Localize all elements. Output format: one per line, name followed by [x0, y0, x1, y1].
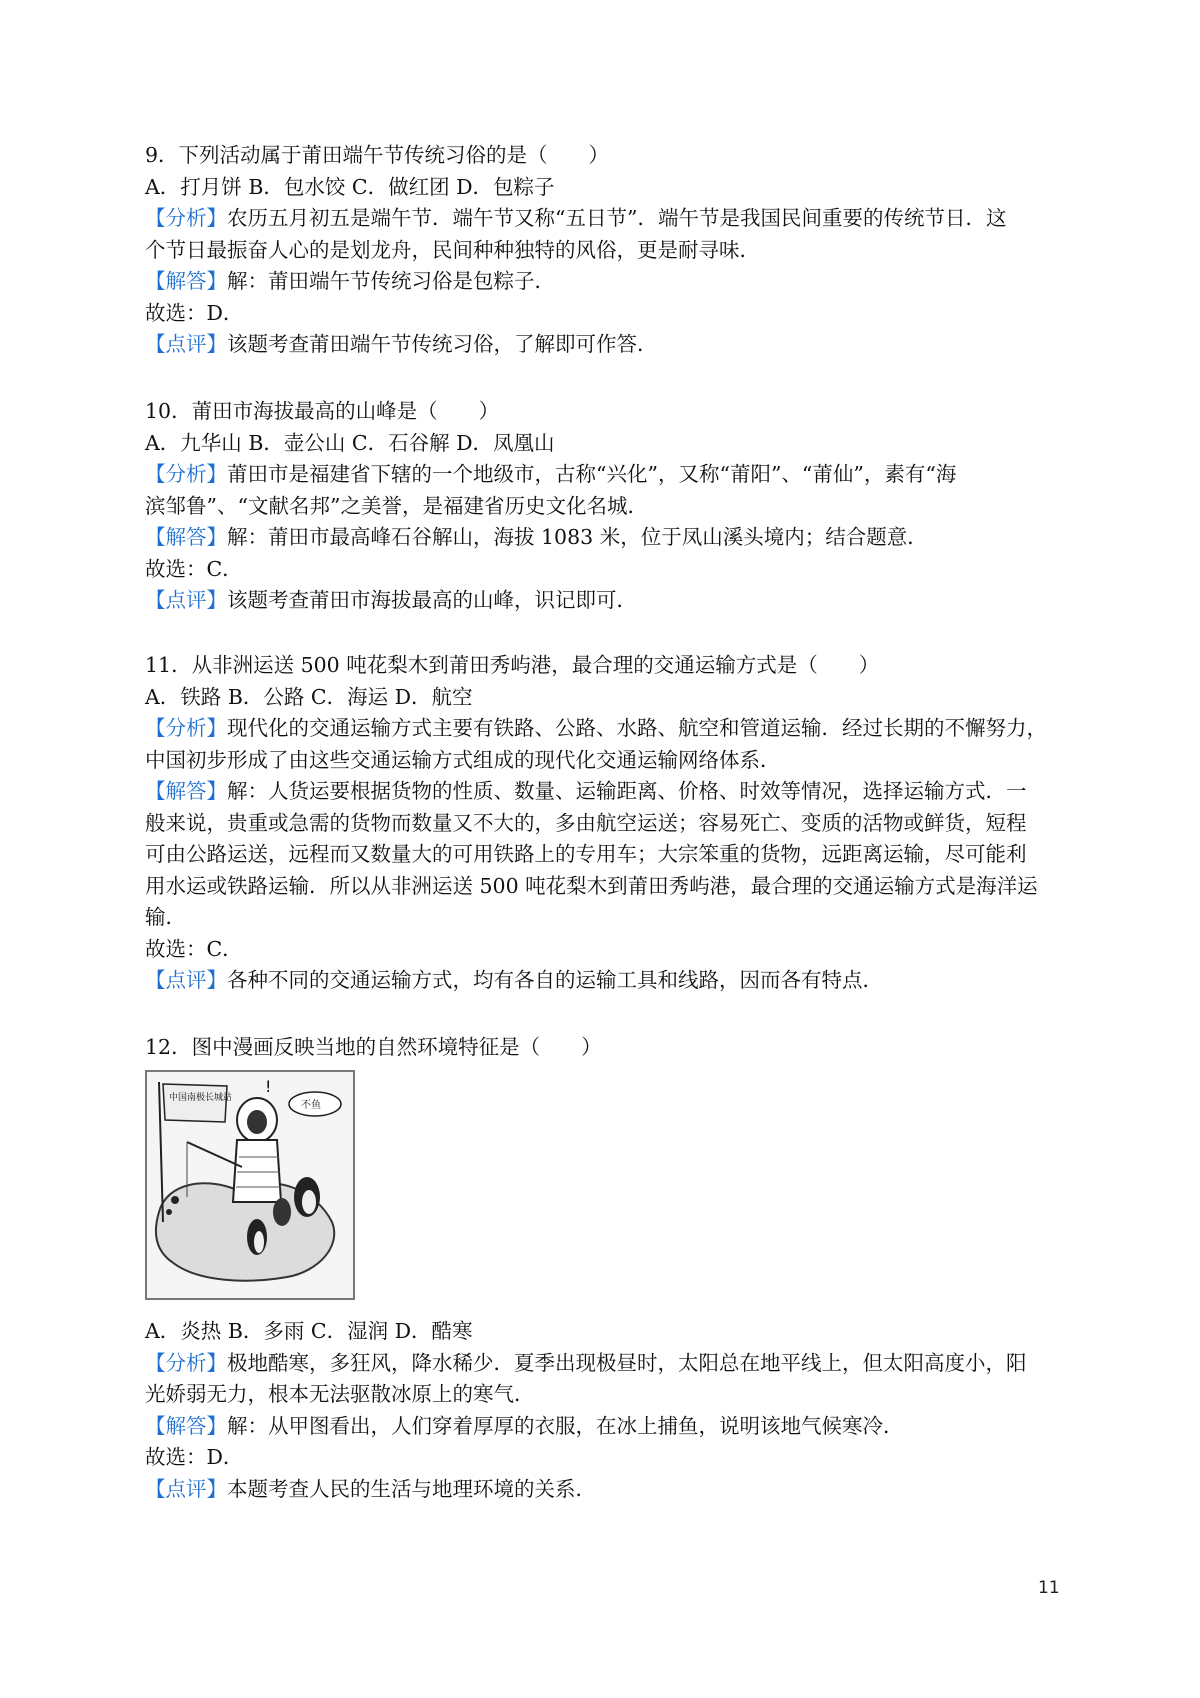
fisherman-face: [247, 1110, 267, 1134]
question-9: [145, 140, 1065, 361]
answer-tag: 【解答】: [145, 779, 227, 803]
question-stem: 12．图中漫画反映当地的自然环境特征是（ ）: [145, 1035, 602, 1059]
comment-line: 【点评】各种不同的交通运输方式，均有各自的运输工具和线路，因而各有特点．: [145, 968, 883, 992]
flag: [163, 1084, 227, 1122]
analysis-line: 【分析】莆田市是福建省下辖的一个地级市，古称“兴化”，又称“莆阳”、“莆仙”，素有“海: [145, 462, 957, 486]
analysis-line: 光娇弱无力，根本无法驱散冰原上的寒气．: [145, 1382, 535, 1406]
question-12-body: [145, 1316, 1065, 1505]
analysis-tag: 【分析】: [145, 1350, 227, 1375]
analysis-line: 【分析】现代化的交通运输方式主要有铁路、公路、水路、航空和管道运输．经过长期的不懈努力，: [145, 716, 1047, 740]
fishing-rod: [187, 1142, 242, 1167]
comment-line: 【点评】本题考查人民的生活与地理环境的关系．: [145, 1476, 596, 1501]
analysis-line: 【分析】农历五月初五是端午节．端午节又称“五日节”．端午节是我国民间重要的传统节日．这: [145, 206, 1007, 230]
comment-tag: 【点评】: [145, 332, 227, 356]
choice-line: 故选：D．: [145, 1445, 244, 1469]
answer-line: 【解答】解：莆田端午节传统习俗是包粽子．: [145, 269, 555, 293]
answer-line: 用水运或铁路运输．所以从非洲运送 500 吨花梨木到莆田秀屿港，最合理的交通运输方式是海洋运: [145, 873, 1038, 898]
polar-cartoon-figure: [145, 1070, 355, 1300]
analysis-line: 个节日最振奋人心的是划龙舟，民间种种独特的风俗，更是耐寻味．: [145, 237, 760, 262]
comment-tag: 【点评】: [145, 1476, 227, 1501]
analysis-line: 【分析】极地酷寒，多狂风，降水稀少．夏季出现极昼时，太阳总在地平线上，但太阳高度小，阳: [145, 1350, 1027, 1375]
flag-text: 中国南极长城站: [169, 1093, 233, 1103]
comment-line: 【点评】该题考查莆田端午节传统习俗，了解即可作答．: [145, 332, 658, 356]
analysis-tag: 【分析】: [145, 716, 227, 740]
cartoon-drawing: [147, 1072, 353, 1298]
choice-line: 故选：C．: [145, 936, 243, 961]
comment-tag: 【点评】: [145, 588, 227, 612]
answer-line: 般来说，贵重或急需的货物而数量又不大的，多由航空运送；容易死亡、变质的活物或鲜货，短程: [145, 810, 1027, 835]
analysis-line: 中国初步形成了由这些交通运输方式组成的现代化交通运输网络体系．: [145, 747, 781, 772]
answer-line: 【解答】解：从甲图看出，人们穿着厚厚的衣服，在冰上捕鱼，说明该地气候寒冷．: [145, 1413, 904, 1438]
flag-pole: [159, 1082, 163, 1222]
choice-line: 故选：D．: [145, 300, 244, 325]
analysis-tag: 【分析】: [145, 206, 227, 230]
question-options: A．九华山 B．壶公山 C．石谷解 D．凤凰山: [145, 430, 555, 455]
answer-tag: 【解答】: [145, 525, 227, 549]
exclamation-mark: !: [265, 1077, 272, 1096]
analysis-line: 滨邹鲁”、“文献名邦”之美誉，是福建省历史文化名城．: [145, 493, 648, 518]
question-stem: 9．下列活动属于莆田端午节传统习俗的是（ ）: [145, 143, 610, 167]
question-options: A．打月饼 B．包水饺 C．做红团 D．包粽子: [145, 174, 555, 199]
analysis-tag: 【分析】: [145, 462, 227, 486]
answer-tag: 【解答】: [145, 1413, 227, 1438]
fisherman-body: [233, 1140, 281, 1202]
bubble-text: 不鱼: [301, 1100, 321, 1111]
answer-line: 可由公路运送，远程而又数量大的可用铁路上的专用车；大宗笨重的货物，远距离运输，尽可能利: [145, 842, 1027, 866]
question-11: [145, 650, 1065, 997]
question-options: A．铁路 B．公路 C．海运 D．航空: [145, 684, 473, 709]
question-stem: 10．莆田市海拔最高的山峰是（ ）: [145, 399, 500, 423]
answer-line: 【解答】解：人货运要根据货物的性质、数量、运输距离、价格、时效等情况，选择运输方式．一: [145, 779, 1027, 803]
comment-line: 【点评】该题考查莆田市海拔最高的山峰，识记即可．: [145, 588, 637, 612]
question-stem: 11．从非洲运送 500 吨花梨木到莆田秀屿港，最合理的交通运输方式是（ ）: [145, 653, 880, 677]
question-10: [145, 396, 1065, 617]
choice-line: 故选：C．: [145, 556, 243, 581]
answer-line: 【解答】解：莆田市最高峰石谷解山，海拔 1083 米，位于凤山溪头境内；结合题意．: [145, 525, 928, 549]
answer-line: 输．: [145, 905, 186, 929]
answer-tag: 【解答】: [145, 269, 227, 293]
penguin: [273, 1198, 291, 1226]
comment-tag: 【点评】: [145, 968, 227, 992]
page-number: 11: [1038, 1578, 1060, 1598]
question-12: [145, 1032, 1065, 1064]
question-options: A．炎热 B．多雨 C．湿润 D．酷寒: [145, 1319, 473, 1343]
